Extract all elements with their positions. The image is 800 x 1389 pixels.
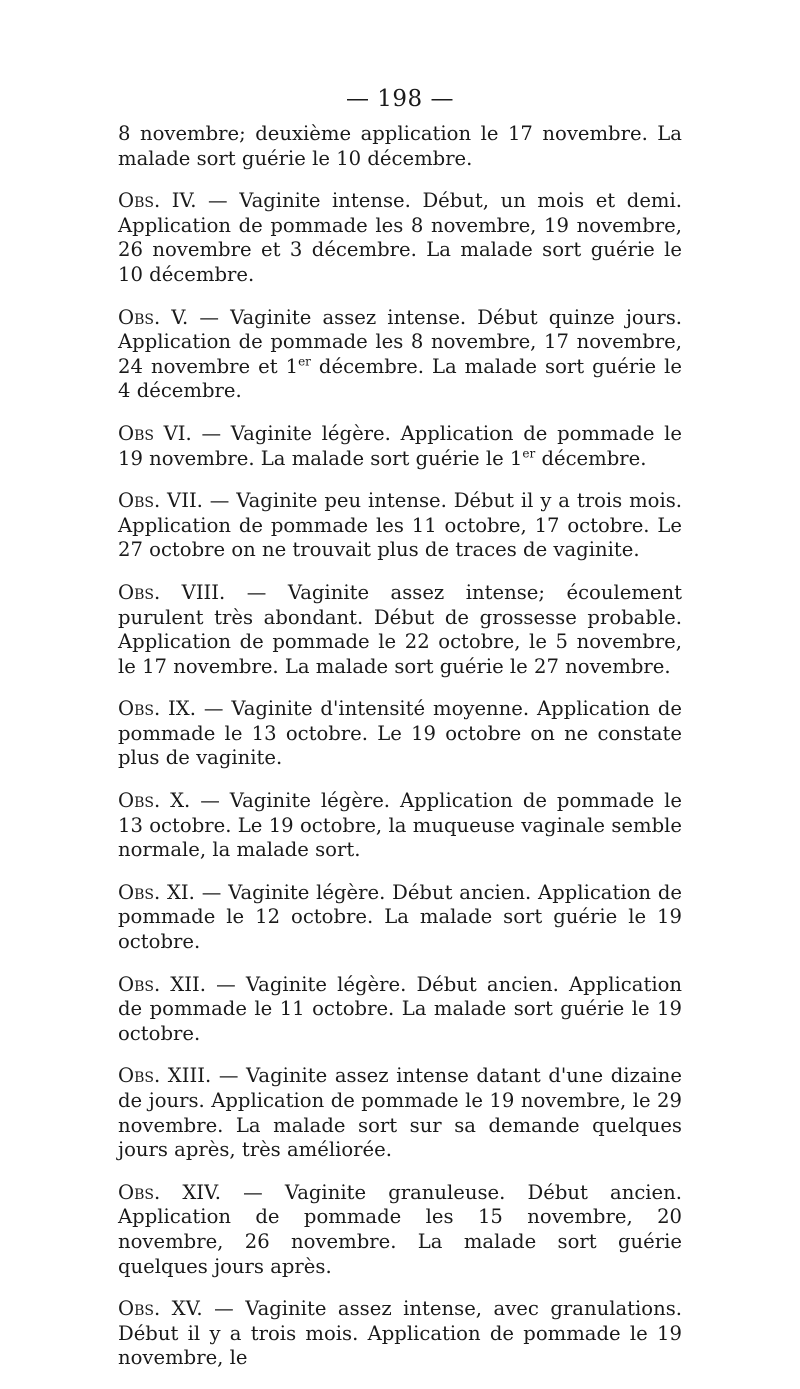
obs-label: Obs. X. (118, 789, 191, 813)
paragraph-continuation: 8 novembre; deuxième application le 17 novembre. La malade sort guérie le 10 décembre. (118, 122, 682, 170)
paragraph-obs-v (118, 306, 682, 404)
obs-text: — Vaginite assez intense. Début quinze jours. Application de pommade les 8 novembre, 17 novembre, 24 novembre et 1 (118, 305, 682, 378)
obs-text: décembre. (535, 446, 647, 470)
ordinal-superscript: er (522, 446, 536, 460)
obs-label: Obs. XIII. (118, 1064, 212, 1088)
obs-label: Obs. IX. (118, 697, 196, 721)
obs-label: Obs. XV. (118, 1297, 203, 1321)
obs-label: Obs. XI. (118, 880, 195, 904)
obs-text: — Vaginite légère. Application de pommade le 13 octobre. Le 19 octobre, la muqueuse vaginale semble normale, la malade sort. (118, 789, 682, 862)
obs-label: Obs VI. (118, 421, 192, 445)
obs-label: Obs. VII. (118, 489, 203, 513)
paragraph-obs-x (118, 789, 682, 863)
obs-text: — Vaginite assez intense; écoulement purulent très abondant. Début de grossesse probable. Application de pommade le 22 octobre, le 5 novembre, le 17 novembre. La malade sort guérie le 27 novembre. (118, 580, 682, 678)
obs-label: Obs. VIII. (118, 580, 226, 604)
paragraph-obs-vi (118, 422, 682, 471)
ordinal-superscript: er (298, 354, 311, 369)
paragraph-obs-xi (118, 881, 682, 955)
obs-label: Obs. V. (118, 305, 189, 329)
obs-text: — Vaginite d'intensité moyenne. Application de pommade le 13 octobre. Le 19 octobre on ne constate plus de vaginite. (118, 697, 682, 770)
obs-text: — Vaginite légère. Début ancien. Application de pommade le 11 octobre. La malade sort guérie le 19 octobre. (118, 972, 683, 1045)
page-number: — 198 — (345, 86, 455, 112)
obs-label: Obs. IV. (118, 189, 197, 213)
paragraph-obs-xiv (118, 1181, 682, 1279)
obs-text: — Vaginite granuleuse. Début ancien. Application de pommade les 15 novembre, 20 novembre, 26 novembre. La malade sort guérie quelques jours après. (118, 1180, 682, 1278)
obs-text: — Vaginite légère. Début ancien. Application de pommade le 12 octobre. La malade sort guérie le 19 octobre. (118, 880, 682, 954)
paragraph-obs-xv (118, 1297, 682, 1371)
paragraph-obs-viii (118, 581, 682, 679)
obs-text: décembre. La malade sort guérie le 4 décembre. (118, 354, 683, 403)
obs-text: — Vaginite assez intense, avec granulations. Début il y a trois mois. Application de pommade le 19 novembre, le (118, 1297, 682, 1370)
obs-text: — Vaginite légère. Application de pommade le 19 novembre. La malade sort guérie le 1 (118, 421, 682, 470)
paragraph-obs-xiii (118, 1064, 682, 1162)
paragraph-obs-vii (118, 489, 682, 563)
obs-text: — Vaginite assez intense datant d'une dizaine de jours. Application de pommade le 19 novembre, le 29 novembre. La malade sort sur sa demande quelques jours après, très améliorée. (118, 1064, 683, 1162)
obs-label: Obs. XII. (118, 972, 206, 996)
paragraph-obs-ix (118, 697, 682, 771)
obs-label: Obs. XIV. (118, 1180, 221, 1204)
obs-text: — Vaginite intense. Début, un mois et demi. Application de pommade les 8 novembre, 19 novembre, 26 novembre et 3 décembre. La malade sort guérie le 10 décembre. (118, 189, 682, 286)
paragraph-obs-iv (118, 189, 682, 287)
body-text (118, 122, 682, 1389)
paragraph-obs-xii (118, 973, 682, 1047)
obs-text: — Vaginite peu intense. Début il y a trois mois. Application de pommade les 11 octobre, 17 octobre. Le 27 octobre on ne trouvait plus de traces de vaginite. (118, 489, 682, 562)
